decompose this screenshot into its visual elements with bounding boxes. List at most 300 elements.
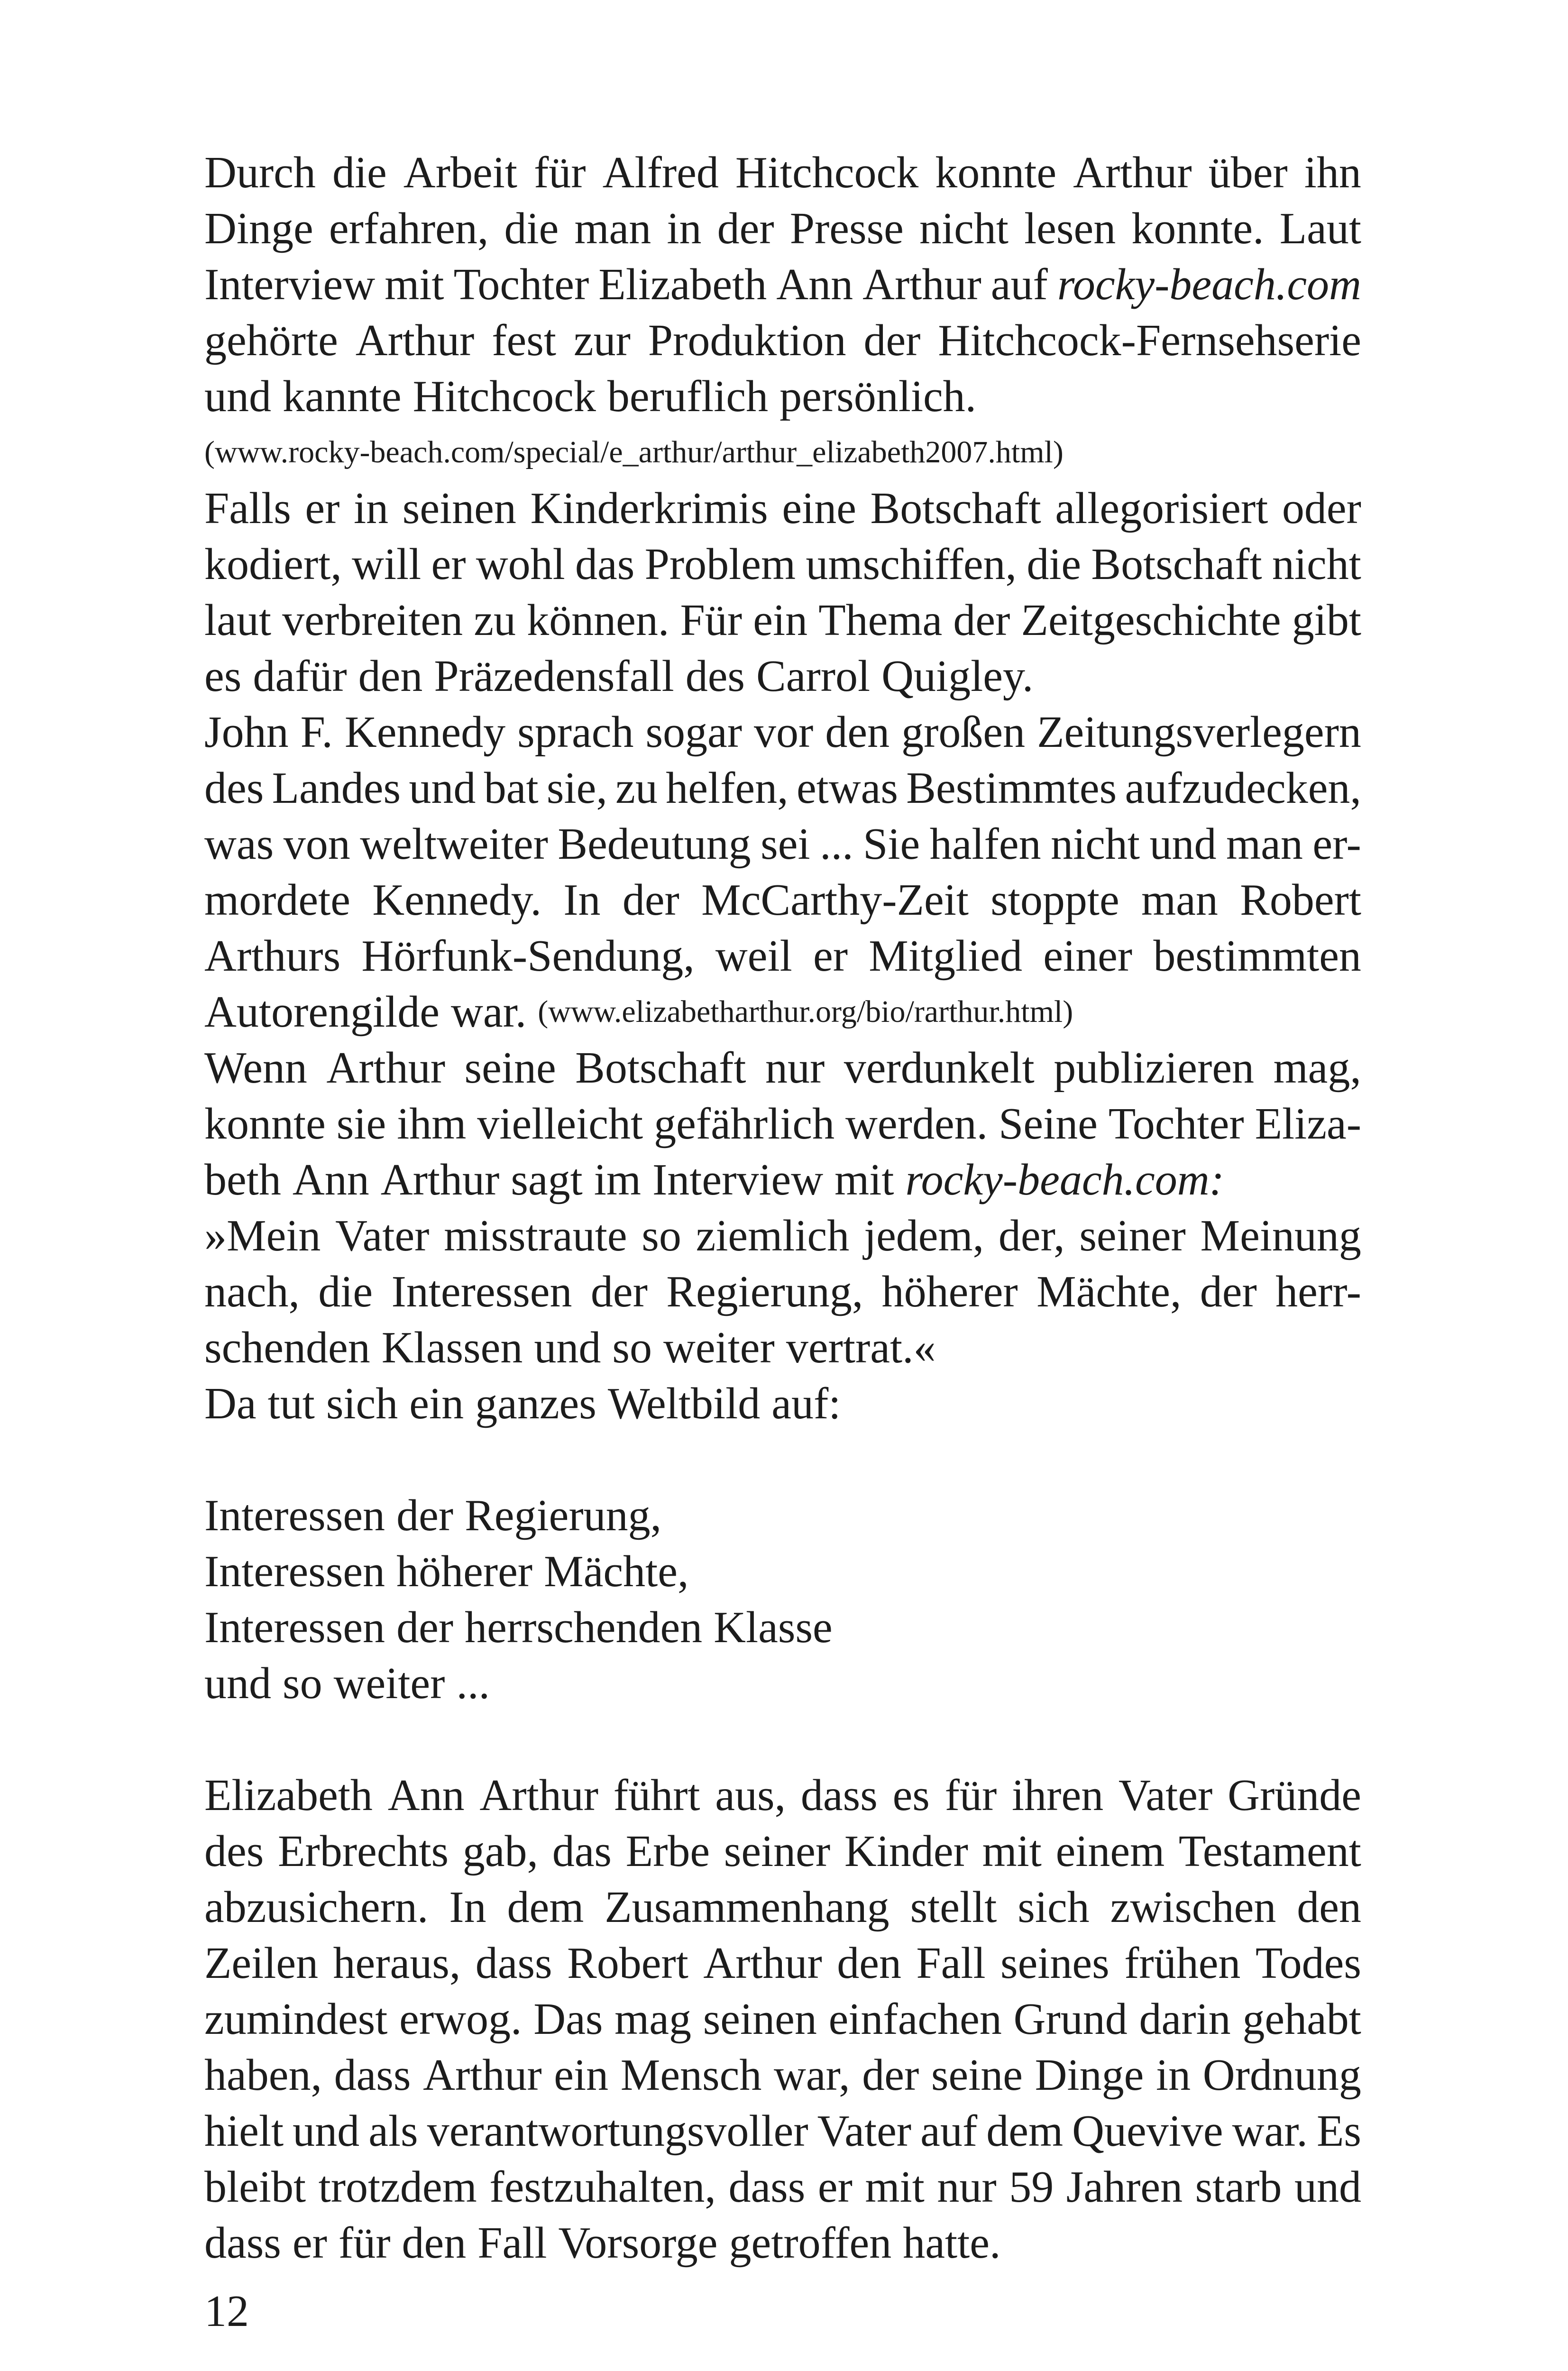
text-line: [204, 1823, 1361, 1879]
word: Landes: [272, 763, 401, 813]
word: sei: [761, 819, 810, 869]
text-line: [204, 2047, 1361, 2103]
word: dass: [728, 2162, 806, 2212]
word: zumindest: [204, 1994, 388, 2044]
word: will: [352, 540, 422, 589]
word: und: [293, 2106, 360, 2156]
word: bat: [484, 763, 539, 813]
word: Arbeit: [403, 148, 517, 197]
word: In: [449, 1883, 486, 1932]
word: stoppte: [990, 875, 1119, 925]
text-line: [204, 1040, 1361, 1096]
word: dass: [204, 2218, 281, 2268]
text-line: [204, 1935, 1361, 1991]
word: Dinge: [204, 204, 313, 253]
word: er: [813, 931, 848, 981]
word: in: [667, 204, 702, 253]
word: rocky-beach.com:: [905, 1155, 1224, 1204]
word: Grund: [1013, 1994, 1128, 2044]
word: Interessen: [204, 1603, 385, 1652]
text-line: [204, 312, 1361, 368]
word: sich: [326, 1379, 398, 1428]
word: einfachen: [828, 1994, 1002, 2044]
word: jedem,: [863, 1211, 984, 1260]
word: F.: [300, 708, 333, 757]
word: er-: [1312, 819, 1361, 869]
word: kodiert,: [204, 540, 342, 589]
word: seiner: [1079, 1211, 1186, 1260]
word: Robert: [567, 1939, 688, 1988]
word: verantwortungsvoller: [427, 2106, 808, 2156]
word: Bestimmtes: [906, 763, 1117, 813]
word: er: [817, 2162, 853, 2212]
word: Alfred: [602, 148, 719, 197]
word: auf:: [771, 1379, 841, 1428]
word: einem: [1055, 1827, 1165, 1876]
word: Dinge: [1035, 2050, 1144, 2100]
word: darin: [1139, 1994, 1231, 2044]
word: ihm: [397, 1099, 467, 1149]
word: er: [305, 484, 340, 533]
word: Vater: [1118, 1771, 1213, 1820]
word: Botschaft: [870, 484, 1041, 533]
word: Erbe: [625, 1827, 710, 1876]
word: Carrol: [756, 652, 871, 701]
word: vertrat.«: [786, 1323, 936, 1372]
word: den: [402, 2218, 467, 2268]
word: des: [204, 1827, 264, 1876]
word: und: [204, 372, 271, 421]
word: konnte.: [1131, 204, 1264, 253]
word: dem: [986, 2106, 1064, 2156]
word: mit: [834, 1155, 894, 1204]
word: und: [409, 763, 476, 813]
text-line: [204, 145, 1361, 201]
word: seine: [464, 1043, 556, 1093]
word: persönlich.: [779, 372, 977, 421]
text-line: [204, 984, 1361, 1040]
word: Interessen: [204, 1491, 385, 1540]
word: der,: [998, 1211, 1065, 1260]
word: lesen: [1024, 204, 1116, 253]
word: nur: [765, 1043, 825, 1093]
word: Kinderkrimis: [530, 484, 768, 533]
word: werden.: [845, 1099, 988, 1149]
text-line: [204, 1991, 1361, 2047]
word: können.: [527, 596, 669, 645]
word: ein: [554, 2050, 609, 2100]
word: Präzedensfall: [434, 652, 674, 701]
source-citation: (www.elizabetharthur.org/bio/rarthur.html): [538, 994, 1073, 1029]
word: der: [862, 2050, 919, 2100]
word: Autorengilde: [204, 987, 440, 1037]
word: Es: [1316, 2106, 1361, 2156]
word: herrschenden: [465, 1603, 703, 1652]
word: Tochter: [1108, 1099, 1244, 1149]
word: Tochter: [453, 260, 589, 309]
word: Gründe: [1228, 1771, 1361, 1820]
word: erwog.: [399, 1994, 522, 2044]
word: festzuhalten,: [489, 2162, 716, 2212]
word: verbreiten: [282, 596, 463, 645]
word: für: [944, 1771, 997, 1820]
blank-line: [204, 1432, 1361, 1488]
text-line: [204, 536, 1361, 592]
word: Laut: [1279, 204, 1361, 253]
word: seines: [1000, 1939, 1110, 1988]
word: gefährlich: [654, 1099, 835, 1149]
word: für: [338, 2218, 391, 2268]
word: konnte: [204, 1099, 326, 1149]
word: sie,: [546, 763, 607, 813]
word: ziemlich: [696, 1211, 850, 1260]
word: sagt: [511, 1155, 583, 1204]
text-line: [204, 480, 1361, 536]
word: misstraute: [444, 1211, 627, 1260]
text-line: [204, 760, 1361, 816]
word: mordete: [204, 875, 350, 925]
word: Zeitgeschichte: [1021, 596, 1281, 645]
word: der: [953, 596, 1010, 645]
word: dafür: [253, 652, 347, 701]
word: zur: [573, 316, 631, 365]
word: führt: [613, 1771, 700, 1820]
word: man: [574, 204, 651, 253]
word: der: [717, 204, 774, 253]
word: den: [358, 652, 423, 701]
word: dass: [800, 1771, 878, 1820]
text-line: [204, 1096, 1361, 1152]
text-line: [204, 2215, 1361, 2271]
word: ein: [753, 596, 808, 645]
word: weltweiter: [360, 819, 548, 869]
text-line: [204, 1544, 1361, 1599]
word: das: [552, 1827, 612, 1876]
word: nicht: [919, 204, 1009, 253]
word: die: [504, 204, 559, 253]
word: Erbrechts: [277, 1827, 449, 1876]
word: vor: [754, 708, 814, 757]
word: Weltbild: [607, 1379, 761, 1428]
word: kannte: [283, 372, 402, 421]
word: ganzes: [475, 1379, 596, 1428]
word: Arthur: [380, 1155, 500, 1204]
word: von: [283, 819, 350, 869]
word: Problem: [644, 540, 796, 589]
word: und: [1294, 2162, 1361, 2212]
text-line: [204, 2159, 1361, 2215]
word: Arthur: [862, 260, 981, 309]
word: mit: [865, 2162, 925, 2212]
word: mit: [385, 260, 444, 309]
word: gehabt: [1242, 1994, 1361, 2044]
word: in: [354, 484, 389, 533]
word: hatte.: [903, 2218, 1001, 2268]
word: Vater: [817, 2106, 912, 2156]
word: man: [1141, 875, 1218, 925]
word: halfen: [929, 819, 1041, 869]
text-line: [204, 872, 1361, 928]
word: seine: [931, 2050, 1023, 2100]
word: weiter: [663, 1323, 775, 1372]
word: und: [534, 1323, 601, 1372]
word: mag,: [1273, 1043, 1361, 1093]
word: starb: [1195, 2162, 1282, 2212]
word: großen: [901, 708, 1026, 757]
text-line: [204, 1488, 1361, 1544]
word: des: [685, 652, 745, 701]
word: gab,: [462, 1827, 539, 1876]
word: Regierung,: [465, 1491, 662, 1540]
word: den: [837, 1939, 901, 1988]
word: Zusammenhang: [605, 1883, 889, 1932]
word: Arthurs: [204, 931, 341, 981]
word: so: [642, 1211, 681, 1260]
word: das: [575, 540, 635, 589]
word: der: [396, 1603, 454, 1652]
word: Mächte,: [1036, 1267, 1182, 1316]
word: eine: [782, 484, 856, 533]
word: dem: [507, 1883, 584, 1932]
word: Robert: [1240, 875, 1361, 925]
word: Klasse: [714, 1603, 833, 1652]
word: vielleicht: [477, 1099, 643, 1149]
word: Meinung: [1200, 1211, 1361, 1260]
word: Jahren: [1066, 2162, 1183, 2212]
word: bestimmten: [1153, 931, 1361, 981]
word: helfen,: [666, 763, 789, 813]
word: Testament: [1178, 1827, 1361, 1876]
text-line: [204, 1264, 1361, 1320]
word: Ann: [776, 260, 853, 309]
word: Elizabeth: [598, 260, 767, 309]
word: Bedeutung: [558, 819, 751, 869]
word: 59: [1009, 2162, 1054, 2212]
word: weiter: [333, 1659, 445, 1708]
word: war.: [1232, 2106, 1308, 2156]
word: Ann: [292, 1155, 369, 1204]
word: zwischen: [1110, 1883, 1276, 1932]
word: ...: [456, 1659, 490, 1708]
word: Kennedy: [344, 708, 506, 757]
word: die: [1027, 540, 1082, 589]
word: beth: [204, 1155, 281, 1204]
word: und: [204, 1659, 271, 1708]
word: für: [533, 148, 586, 197]
word: In: [563, 875, 601, 925]
word: Durch: [204, 148, 316, 197]
word: auf: [990, 260, 1048, 309]
word: Zeitungsverlegern: [1037, 708, 1361, 757]
word: über: [1208, 148, 1288, 197]
word: Das: [533, 1994, 603, 2044]
word: bleibt: [204, 2162, 306, 2212]
word: ihren: [1012, 1771, 1104, 1820]
word: McCarthy-Zeit: [701, 875, 969, 925]
word: dass: [475, 1939, 552, 1988]
word: Ann: [387, 1771, 465, 1820]
word: Arthur: [355, 316, 475, 365]
word: höherer: [881, 1267, 1018, 1316]
word: oder: [1282, 484, 1361, 533]
word: der: [863, 316, 921, 365]
word: Sie: [863, 819, 920, 869]
word: Fall: [916, 1939, 986, 1988]
word: Da: [204, 1379, 257, 1428]
word: war.: [450, 987, 527, 1037]
word: Hitchcock-Fernsehserie: [938, 316, 1361, 365]
word: den: [1297, 1883, 1361, 1932]
word: Vorsorge: [558, 2218, 718, 2268]
text-line: [204, 2103, 1361, 2159]
word: trotzdem: [318, 2162, 477, 2212]
word: der: [622, 875, 679, 925]
word: Mächte,: [544, 1547, 689, 1596]
word: der: [396, 1491, 454, 1540]
blank-line: [204, 1711, 1361, 1767]
word: etwas: [796, 763, 898, 813]
text-line: [204, 1320, 1361, 1376]
word: Kennedy.: [372, 875, 541, 925]
word: Interessen: [204, 1547, 385, 1596]
word: Thema: [818, 596, 943, 645]
text-line: [204, 704, 1361, 760]
page-number: 12: [204, 2287, 249, 2336]
word: Kinder: [844, 1827, 968, 1876]
word: so: [283, 1659, 322, 1708]
word: Produktion: [648, 316, 846, 365]
word: Arthur: [1073, 148, 1192, 197]
word: Wenn: [204, 1043, 307, 1093]
word: Hitchcock: [413, 372, 596, 421]
word: publizieren: [1054, 1043, 1255, 1093]
word: Eliza-: [1255, 1099, 1361, 1149]
word: Interessen: [391, 1267, 572, 1316]
word: aufzudecken,: [1125, 763, 1361, 813]
word: man: [1226, 819, 1303, 869]
text-line: [204, 1655, 1361, 1711]
word: John: [204, 708, 289, 757]
word: »Mein: [204, 1211, 321, 1260]
text-line: [204, 201, 1361, 257]
word: abzusichern.: [204, 1883, 429, 1932]
word: zu: [474, 596, 516, 645]
word: Arthur: [479, 1771, 598, 1820]
word: den: [825, 708, 890, 757]
word: war,: [773, 2050, 850, 2100]
word: der: [1200, 1267, 1257, 1316]
word: ihn: [1304, 148, 1361, 197]
word: Mitglied: [869, 931, 1023, 981]
word: Hörfunk-Sendung,: [361, 931, 695, 981]
word: sogar: [645, 708, 743, 757]
word: Interview: [204, 260, 376, 309]
word: seiner: [724, 1827, 831, 1876]
text-line: [204, 1599, 1361, 1655]
text-line: [204, 1879, 1361, 1935]
word: in: [1155, 2050, 1191, 2100]
word: seinen: [402, 484, 516, 533]
word: er: [292, 2218, 327, 2268]
text-line: [204, 424, 1361, 480]
word: höherer: [396, 1547, 533, 1596]
word: dass: [334, 2050, 411, 2100]
word: fest: [492, 316, 556, 365]
word: stellt: [910, 1883, 997, 1932]
page-body-text: [204, 145, 1361, 2271]
word: frühen: [1124, 1939, 1241, 1988]
word: schenden: [204, 1323, 370, 1372]
word: Arthur: [326, 1043, 446, 1093]
text-line: [204, 816, 1361, 872]
word: sie: [336, 1099, 386, 1149]
word: Seine: [999, 1099, 1098, 1149]
word: Zeilen: [204, 1939, 319, 1988]
word: Hitchcock: [735, 148, 919, 197]
word: Fall: [477, 2218, 547, 2268]
word: allegorisiert: [1055, 484, 1268, 533]
word: und: [1149, 819, 1217, 869]
word: Klassen: [381, 1323, 523, 1372]
word: getroffen: [729, 2218, 892, 2268]
word: Falls: [204, 484, 291, 533]
text-line: [204, 928, 1361, 984]
word: er: [431, 540, 466, 589]
text-line: [204, 1208, 1361, 1264]
word: herr-: [1275, 1267, 1361, 1316]
word: haben,: [204, 2050, 322, 2100]
word: nicht: [1272, 540, 1361, 589]
word: Für: [680, 596, 743, 645]
word: nur: [937, 2162, 997, 2212]
word: Presse: [789, 204, 904, 253]
word: Botschaft: [1091, 540, 1262, 589]
text-line: [204, 1767, 1361, 1823]
word: Arthur: [703, 1939, 822, 1988]
word: die: [318, 1267, 373, 1316]
word: so: [612, 1323, 652, 1372]
word: Vater: [335, 1211, 430, 1260]
word: Regierung,: [666, 1267, 863, 1316]
word: Quevive: [1072, 2106, 1223, 2156]
word: des: [204, 763, 264, 813]
word: die: [332, 148, 387, 197]
word: ein: [409, 1379, 464, 1428]
word: tut: [267, 1379, 315, 1428]
word: heraus,: [333, 1939, 461, 1988]
word: Mensch: [620, 2050, 762, 2100]
word: weil: [715, 931, 792, 981]
word: seinen: [703, 1994, 817, 2044]
text-line: [204, 592, 1361, 648]
word: rocky-beach.com: [1057, 260, 1361, 309]
text-line: [204, 368, 1361, 424]
word: Arthur: [423, 2050, 542, 2100]
word: es: [892, 1771, 930, 1820]
word: Quigley.: [881, 652, 1034, 701]
word: Botschaft: [575, 1043, 746, 1093]
word: erfahren,: [329, 204, 489, 253]
word: mit: [982, 1827, 1042, 1876]
word: Interview: [652, 1155, 824, 1204]
word: nicht: [1051, 819, 1140, 869]
word: umschiffen,: [806, 540, 1017, 589]
word: zu: [615, 763, 658, 813]
word: der: [590, 1267, 648, 1316]
word: gehörte: [204, 316, 338, 365]
word: laut: [204, 596, 271, 645]
word: ...: [820, 819, 853, 869]
